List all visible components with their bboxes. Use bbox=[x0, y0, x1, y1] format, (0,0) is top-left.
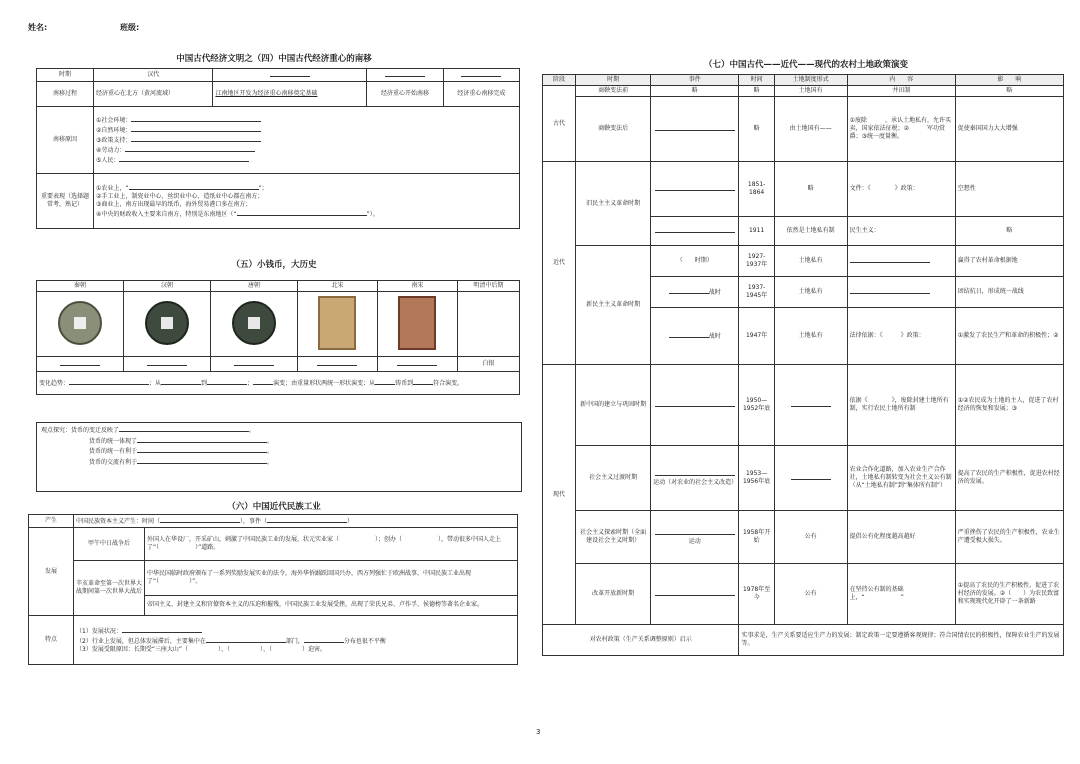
features-label: 特点 bbox=[29, 616, 74, 665]
row-event: 运动（对农业的社会主义改造） bbox=[653, 479, 738, 487]
reason-list bbox=[94, 107, 520, 174]
features-list: （1）发展状况： （2）行业上发展，但总体发展滞后，主要集中在 部门， 分布也很不平衡 （3）发展受限原因：长期受“三座大山”（ ）、（ ）、（ ）迫害。 bbox=[74, 616, 518, 665]
impact-list bbox=[94, 174, 520, 229]
row-period: 新中国的建立与巩固时期 bbox=[576, 365, 651, 446]
row-effect: 团结抗日，形成统一战线 bbox=[955, 277, 1063, 308]
event-blank bbox=[655, 589, 735, 596]
row-content: 在坚持公有制的基础上，“ ” bbox=[847, 564, 955, 625]
process-cell-3: 经济重心开始南移 bbox=[367, 82, 443, 107]
row-effect: 严重挫伤了农民的生产积极性，农业生产遭受极大损失。 bbox=[955, 511, 1063, 564]
row-effect: 略 bbox=[955, 217, 1063, 246]
row-form: 公有 bbox=[774, 564, 847, 625]
section5-title: （五）小钱币，大历史 bbox=[231, 260, 317, 270]
coin-era: 明清中后期 bbox=[457, 281, 519, 292]
insight-item: 货币的统一体现了 bbox=[89, 437, 138, 445]
period-blank-2 bbox=[270, 70, 310, 77]
section7-title: （七）中国古代——近代——现代的农村土地政策演变 bbox=[703, 60, 908, 70]
row-effect: 促使秦国国力大大增强 bbox=[955, 97, 1063, 162]
row-period: 旧民主主义革命时期 bbox=[576, 162, 651, 246]
coin-era: 北宋 bbox=[298, 281, 378, 292]
coin-name-blank bbox=[397, 359, 437, 366]
row-event: 战时 bbox=[708, 289, 721, 297]
row-time: 1978年至今 bbox=[739, 564, 774, 625]
row-period: 新民主主义革命时期 bbox=[576, 246, 651, 365]
row-effect: ①激发了农民生产和革命的积极性；② bbox=[955, 308, 1063, 365]
reason-item: ③政策支持： bbox=[96, 135, 517, 145]
col-head: 影 响 bbox=[955, 75, 1063, 86]
event-blank bbox=[655, 226, 735, 233]
row-content: 农业合作化道路，加入农业生产合作社，土地私有制转变为社会主义公有制（从“土地私有制”到“集体所有制”） bbox=[847, 446, 955, 511]
coin-name-blank bbox=[234, 359, 274, 366]
row-time: 1947年 bbox=[739, 308, 774, 365]
dev-text: 帝国主义、封建主义和官僚资本主义的压迫和摧残，中国民族工业发展受挫，出现了荣氏兄弟、卢作孚、侯德榜等著名企业家。 bbox=[145, 595, 518, 615]
col-head: 土地制度形式 bbox=[774, 75, 847, 86]
insight-footer-label: 对农村政策（生产关系调整原则）启示 bbox=[543, 625, 739, 656]
land-policy-table bbox=[542, 74, 1064, 656]
row-form: 土地私有 bbox=[774, 308, 847, 365]
row-form: 土地国有 bbox=[774, 86, 847, 97]
row-effect: 赢得了农村革命根据地 bbox=[955, 246, 1063, 277]
row-form: 土地私有 bbox=[774, 246, 847, 277]
row-form: 略 bbox=[774, 162, 847, 217]
insight-item: 货币的统一有利于 bbox=[89, 448, 138, 456]
kaiyuan-coin-image bbox=[232, 301, 276, 345]
insight-label: 观点探究： bbox=[41, 427, 72, 434]
process-cell-1: 经济重心在北方（黄河流域） bbox=[94, 82, 213, 107]
row-time: 略 bbox=[739, 97, 774, 162]
row-effect: 略 bbox=[955, 86, 1063, 97]
row-event: 战时 bbox=[708, 333, 721, 341]
row-form: 由土地国有—— bbox=[774, 97, 847, 162]
ban-liang-coin-image bbox=[58, 301, 102, 345]
period-blank-4 bbox=[461, 70, 501, 77]
birth-text: 中国民族资本主义产生：时间（ ），事件（ ） bbox=[74, 515, 518, 528]
wu-zhu-coin-image bbox=[145, 301, 189, 345]
dev-period: 辛亥革命至第一次世界大战期间第一次世界大战后 bbox=[74, 561, 145, 616]
coin-name-blank bbox=[147, 359, 187, 366]
row-period: 商鞅变法后 bbox=[576, 97, 651, 162]
row-time: 1927-1937年 bbox=[739, 246, 774, 277]
silver-label: 白银 bbox=[457, 357, 519, 372]
feature-item: （3）发展受限原因：长期受“三座大山”（ ）、（ ）、（ ）迫害。 bbox=[76, 646, 327, 654]
insight-item: 货币的交流有利于 bbox=[89, 459, 138, 467]
col-head: 阶段 bbox=[543, 75, 576, 86]
event-blank bbox=[669, 287, 709, 294]
process-label: 南移过程 bbox=[37, 82, 94, 107]
form-blank bbox=[791, 400, 831, 407]
reason-item: ④劳动力： bbox=[96, 145, 517, 155]
student-header bbox=[28, 22, 209, 33]
period-han: 汉代 bbox=[94, 69, 213, 82]
stage-modern-era: 近代 bbox=[543, 162, 576, 365]
row-period: 社会主义过渡时期 bbox=[576, 446, 651, 511]
feature-item: （2）行业上发展，但总体发展滞后，主要集中在 bbox=[76, 638, 206, 646]
dev-period: 甲午中日战争后 bbox=[74, 528, 145, 561]
row-event: 运动 bbox=[688, 538, 701, 546]
section6-title: （六）中国近代民族工业 bbox=[227, 502, 321, 512]
row-content: 提倡公有化程度越高越好 bbox=[847, 511, 955, 564]
row-form: 土地私有 bbox=[774, 277, 847, 308]
row-content: ①废除 ，承认土地私有，允许买卖，国家依法征税；② 军功赏爵；③统一度量衡。 bbox=[847, 97, 955, 162]
section4-title: 中国古代经济文明之（四）中国古代经济重心的南移 bbox=[176, 54, 372, 64]
col-head: 事件 bbox=[651, 75, 739, 86]
stage-contemporary: 现代 bbox=[543, 365, 576, 625]
row-time: 1958年开始 bbox=[739, 511, 774, 564]
huizi-note-image bbox=[398, 296, 436, 350]
row-period: 改革开放新时期 bbox=[576, 564, 651, 625]
economic-center-table bbox=[36, 68, 520, 229]
col-head: 时期 bbox=[576, 75, 651, 86]
period-col-head: 时期 bbox=[37, 69, 94, 82]
reason-item: ⑤人民： bbox=[96, 155, 517, 165]
col-head: 时间 bbox=[739, 75, 774, 86]
row-event: 略 bbox=[651, 86, 739, 97]
event-blank bbox=[655, 469, 735, 476]
process-cell-4: 经济重心南移完成 bbox=[443, 82, 519, 107]
row-form: 公有 bbox=[774, 511, 847, 564]
reason-label: 南移原因 bbox=[37, 107, 94, 174]
insight-footer-text: 实事求是，生产关系要适应生产力的发展；制定政策一定要遵循客观规律；符合国情农民的积极性，保障农业生产的发展等。 bbox=[739, 625, 1064, 656]
row-time: 1953—1956年底 bbox=[739, 446, 774, 511]
event-blank bbox=[655, 184, 735, 191]
period-blank-3 bbox=[385, 70, 425, 77]
coin-insight-box: 观点探究：货币的变迁反映了 。 货币的统一体现了 。 货币的统一有利于 。 货币的交流有利于 。 bbox=[36, 422, 522, 492]
row-time: 略 bbox=[739, 86, 774, 97]
process-cell-2: 江南地区开发为经济重心南移奠定基础 bbox=[213, 82, 367, 107]
row-content: 文件：《 》政策： bbox=[847, 162, 955, 217]
event-blank bbox=[655, 400, 735, 407]
national-industry-table bbox=[28, 514, 518, 665]
impact-item: ③商业上，南方出现最早的纸币，海外贸易港口多在南方； bbox=[96, 201, 252, 209]
row-effect: 提高了农民的生产积极性，促进农村经济的发展。 bbox=[955, 446, 1063, 511]
row-content: 民生主义： bbox=[847, 217, 955, 246]
birth-label: 产生 bbox=[29, 515, 74, 528]
feature-item: （1）发展状况： bbox=[76, 627, 122, 635]
row-period: 商鞅变法前 bbox=[576, 86, 651, 97]
row-period: 社会主义探索时期（全面建设社会主义时期） bbox=[576, 511, 651, 564]
dev-text: 外国人在华设厂，开采矿山，刺激了中国民族工业的发展，状元实业家（ ）；创办（ ），带动很多中国人走上了“（ ）”道路。 bbox=[145, 528, 518, 561]
row-effect: 空想性 bbox=[955, 162, 1063, 217]
row-content: 法律依据：《 》政策： bbox=[847, 308, 955, 365]
event-blank bbox=[655, 124, 735, 131]
impact-label: 重要表现（选择题常考，熟记） bbox=[37, 174, 94, 229]
row-effect: ①②农民成为土地的主人，促进了农村经济的恢复和发展；③ bbox=[955, 365, 1063, 446]
reason-item: ②自然环境： bbox=[96, 125, 517, 135]
form-blank bbox=[791, 473, 831, 480]
jiaozi-note-image bbox=[318, 296, 356, 350]
coin-era: 秦朝 bbox=[37, 281, 124, 292]
coin-name-blank bbox=[60, 359, 100, 366]
row-time: 1937-1945年 bbox=[739, 277, 774, 308]
content-blank bbox=[850, 287, 930, 294]
row-time: 1911 bbox=[739, 217, 774, 246]
insight-item: 货币的变迁反映了 bbox=[71, 427, 120, 434]
impact-item: ①农业上，“ ”； bbox=[96, 184, 268, 192]
page-number: 3 bbox=[536, 728, 541, 736]
row-event: （ 时期） bbox=[651, 246, 739, 277]
row-effect: ①提高了农民的生产积极性，促进了农村经济的发展。②（ ）为农民致富和实现现代化开辟了一条新路 bbox=[955, 564, 1063, 625]
coin-table bbox=[36, 280, 520, 395]
reason-item: ①社会环境： bbox=[96, 115, 517, 125]
stage-ancient: 古代 bbox=[543, 86, 576, 162]
row-time: 1950—1952年底 bbox=[739, 365, 774, 446]
row-content: 依据《 》，废除封建土地所有制，实行农民土地所有制 bbox=[847, 365, 955, 446]
name-label: 姓名: bbox=[28, 23, 48, 32]
row-form: 依然是土地私有制 bbox=[774, 217, 847, 246]
content-blank bbox=[850, 256, 930, 263]
row-time: 1851-1864 bbox=[739, 162, 774, 217]
impact-item: ④中央的财政收入主要来自南方，特别是东南地区（“ ”）。 bbox=[96, 211, 379, 219]
coin-name-blank bbox=[317, 359, 357, 366]
event-blank bbox=[655, 528, 735, 535]
trend-row: 变化趋势： ；从 到 ； 演变；由重量形状两统一形状演变；从 铸币到 符合演变。 bbox=[37, 372, 520, 395]
coin-era: 唐朝 bbox=[211, 281, 298, 292]
development-label: 发展 bbox=[29, 528, 74, 616]
event-blank bbox=[669, 331, 709, 338]
coin-era: 南宋 bbox=[377, 281, 457, 292]
impact-item: ②手工业上，制瓷业中心、丝织业中心、造纸业中心都在南方； bbox=[96, 193, 264, 200]
dev-text: 中华民国临时政府颁布了一系列奖励发展实业的法令，海外华侨踊跃回国兴办，西方列强忙于欧洲战事，中国民族工业出现了“（ ）”。 bbox=[145, 561, 518, 596]
class-label: 班级: bbox=[120, 23, 140, 32]
col-head: 内 容 bbox=[847, 75, 955, 86]
row-content: 井田制 bbox=[847, 86, 955, 97]
coin-era: 汉朝 bbox=[124, 281, 211, 292]
